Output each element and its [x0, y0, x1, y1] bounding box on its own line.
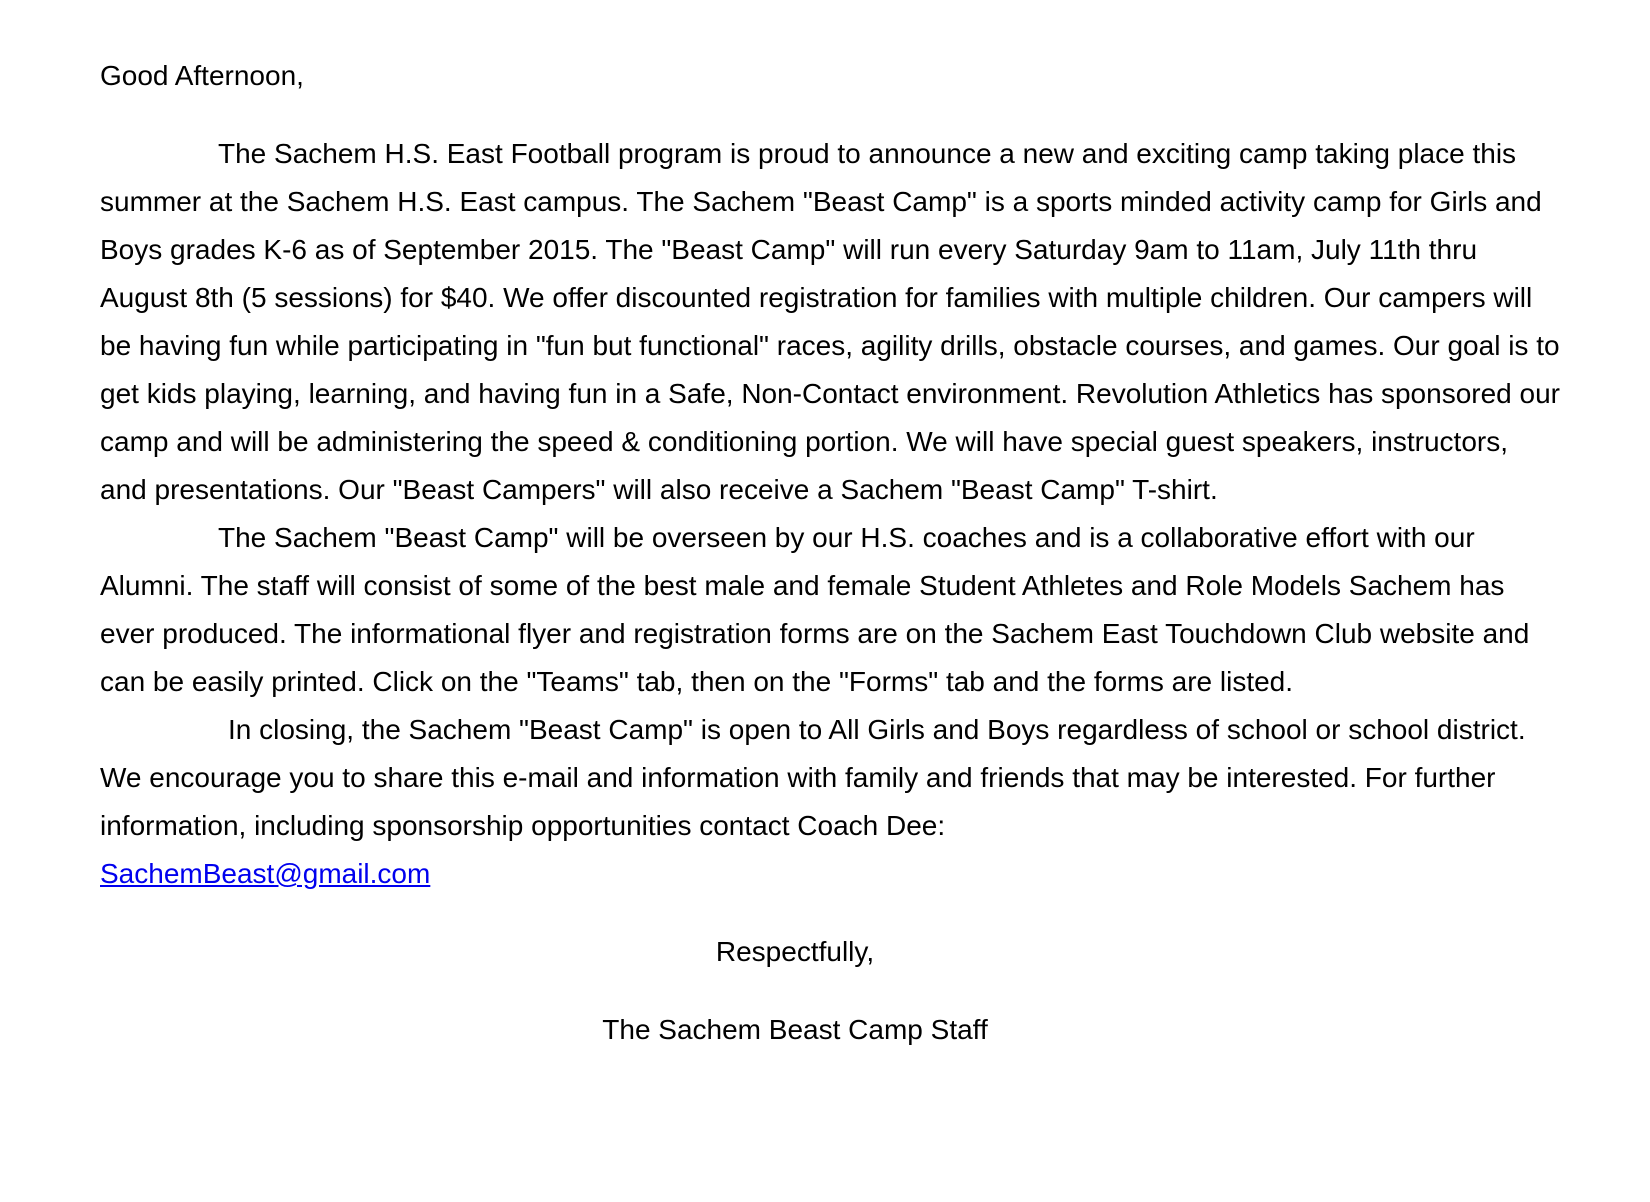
greeting: Good Afternoon, [100, 60, 304, 91]
paragraph-closing: In closing, the Sachem "Beast Camp" is open to All Girls and Boys regardless of school or school district. We encourage you to share this e-mail and information with family and friends that may be interested. For further information, including sponsorship opportunities contact Coach Dee: [100, 714, 1526, 841]
email-link[interactable]: SachemBeast@gmail.com [100, 858, 431, 889]
email-line [100, 850, 1560, 898]
signature: The Sachem Beast Camp Staff [602, 1014, 988, 1045]
letter-body [100, 52, 1560, 1054]
paragraph-staff: The Sachem "Beast Camp" will be overseen by our H.S. coaches and is a collaborative effort with our Alumni. The staff will consist of some of the best male and female Student Athletes and Role Models Sachem has ever produced. The informational flyer and registration forms are on the Sachem East Touchdown Club website and can be easily printed. Click on the "Teams" tab, then on the "Forms" tab and the forms are listed. [100, 522, 1530, 697]
paragraph-announcement: The Sachem H.S. East Football program is proud to announce a new and exciting camp taking place this summer at the Sachem H.S. East campus. The Sachem "Beast Camp" is a sports minded activity camp for Girls and Boys grades K-6 as of September 2015. The "Beast Camp" will run every Saturday 9am to 11am, July 11th thru August 8th (5 sessions) for $40. We offer discounted registration for families with multiple children. Our campers will be having fun while participating in "fun but functional" races, agility drills, obstacle courses, and games. Our goal is to get kids playing, learning, and having fun in a Safe, Non-Contact environment. Revolution Athletics has sponsored our camp and will be administering the speed & conditioning portion. We will have special guest speakers, instructors, and presentations. Our "Beast Campers" will also receive a Sachem "Beast Camp" T-shirt. [100, 138, 1560, 505]
closing-salutation: Respectfully, [715, 936, 875, 967]
